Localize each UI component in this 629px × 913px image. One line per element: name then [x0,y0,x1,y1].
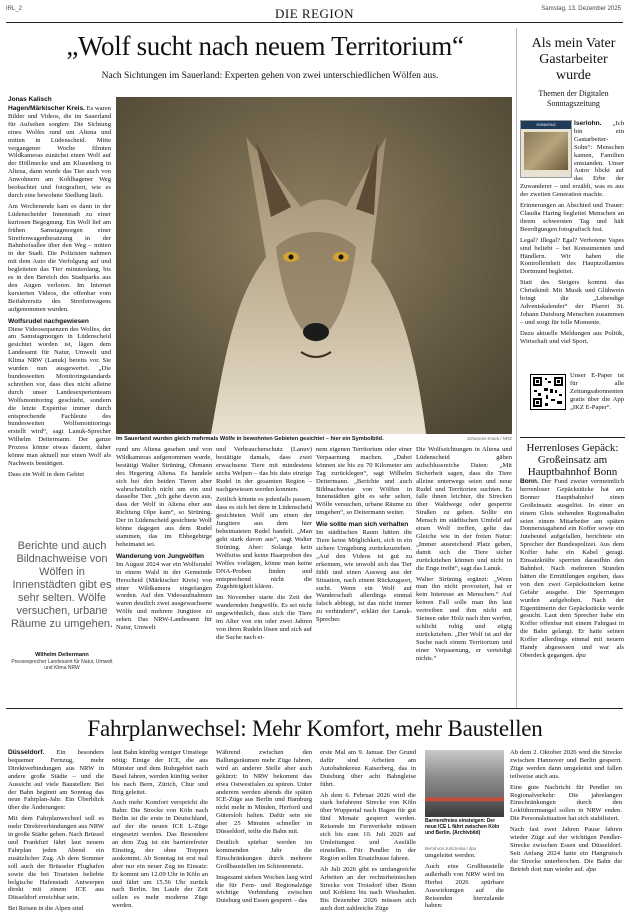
dateline: Bonn. [520,478,539,485]
paragraph: nem eigenen Territorium oder einer Verpaarnung machen. „Dabei können sie bis zu 70 Kilometer am Tag zurücklegen“, sagt Wilhelm Deitermann. „Berichte und auch Bildnachweise von Wölfen in Innenstädten gibt es sehr selten, Wölfe versuchen, urbane Räume zu umgehen“, so Deitermann weiter. [316,446,412,517]
article-column-1 [8,105,111,535]
photo-caption: Barrierefreies einsteigen: Der neue ICE L fährt zwischen Köln und Berlin. (Archivbild) [425,818,500,836]
wolf-image [116,97,512,434]
train-photo [425,750,504,817]
epaper-note [570,372,624,432]
issue-date: Samstag, 13. Dezember 2025 [541,6,621,12]
article-author: Jonas Kalisch [8,96,52,103]
paragraph: Eine gute Nachricht für Pendler im Regionalverkehr: Die jahrelangen Einschränkungen durch den Lokführermangel sollen in NRW enden. Die Personalsituation hat sich stabilisiert. [510,783,622,823]
paragraph: umgeleitet werden. [425,852,476,859]
paragraph: Insgesamt sieben Wochen lang wird die für Fern- und Regionalzüge wichtige Verbindung zwischen Duisburg und Essen gesperrt – das [216,873,312,905]
paragraph: Während zwischen den Ballungsräumen mehr Züge fahren, wird an anderer Stelle aber auch gekürzt: In NRW bekommt das etwa Ostwestfalen zu spüren. Unter anderem werden abends die späten ICE-Züge aus Berlin und Hamburg nicht mehr in Minden, Herford und Gütersloh halten. Dafür sein sie aber 25 Minuten schneller in Düsseldorf, teilte die Bahn mit. [216,749,312,836]
paragraph: Dass ein Wolf in dem Gebiet [8,470,85,478]
paragraph: Ab dem 6. Februar 2026 wird die stark befahrene Strecke von Köln über Wuppertal nach Hagen für gut fünf Monate gesperrt werden. Reisende im Fernverkehr müssen sich bis zum 10. Juli 2026 auf Umleitungen und Ausfälle einstellen. Für Pendler in der Region sollen Ersatzbusse fahren. [320,791,416,862]
section-title: DIE REGION [274,6,354,21]
paragraph: Unser E-Paper ist für alle Zeitungsabonnenten gratis über die App „IKZ E-Paper“. [570,372,624,411]
photo-caption: Im Sauerland wurden gleich mehrmals Wölfe in bewohnten Gebieten gesichtet – hier ein Symbolbild. [116,436,384,442]
article-column-3 [216,446,312,711]
source: dpa [586,865,597,873]
dateline: Iserlohn. [574,120,602,127]
article2-column-1 [8,749,104,913]
paragraph: Der Fund zweier vermeintlich herrenloser Gepäckstücke hat am Bonner Hauptbahnhof einen Großeinsatz ausgelöst. In einer an einem Gleis stehenden Regionalbahn seien einem Mitarbeiter am späten Donnerstagabend ein Koffer sowie ein Jutebeutel aufgefallen, berichtete ein Sprecher der Bundespolizei. Aus dem Koffer habe ein Kabel geragt. Einsatzkräfte sperrten daraufhin den Bahnhof. Nach mehreren Stunden hätten die Ermittlungen ergeben, dass von den zwei Gepäckstücken keine Gefahr ausgehe. Die Sperrungen wurden aufgehoben. Nach der Eigentümerin der Gepäckstücke werde gesucht. Laut dem Sprecher habe ein Koffer offenbar mit einem Fahrgast in die Bahn gelangt. Er hatte seinen Koffer allerdings einmal mit neuem Handy abgesessen und war als Oberdeck gegangen. [520,478,624,659]
paragraph: „Ich bin ein Gastarbeiter-Sohn“: Menschen kamen, Familien entstanden. Unser Autor blickt auf das Erbe der Zuwanderer – und erzählt, was es aus der zweiten Generation machte. [520,120,624,199]
header-rule [6,22,623,23]
quote-author: Wilhelm Deitermann [35,652,89,658]
article2-column-4 [320,749,416,913]
paragraph: Im November starte die Zeit der wandernden Jungwölfe. Es sei nicht ungewöhnlich, dass sich die Tiere im Alter von ein oder zwei Jahren von ihren Rudeln lösen und sich auf die Suche nach ei- [216,594,312,641]
article2-column-6 [510,749,622,873]
paragraph: Deutlich spürbar werden im kommenden Jahr die Einschränkungen durch mehrere Großbaustellen im Schienennetz. [216,838,312,870]
paragraph: Mit dem Fahrplanwechsel soll es mehr Direktverbindungen aus NRW in große Städte geben. Nach Brüssel und Frankfurt fährt laut neuem Fahrplan jeden Abend ein zusätzlicher Zug. Ab dem Sommer soll auch der Brüsseler Flughafen sowie die bei Touristen beliebte belgische Hafenstadt Antwerpen direkt mit einem ICE aus Düsseldorf erreichbar sein. [8,815,104,902]
main-subheadline: Nach Sichtungen im Sauerland: Experten gehen von zwei unterschiedlichen Wölfen aus. [101,71,439,81]
sidebar-text [520,120,624,370]
article2-column-3 [216,749,312,905]
paragraph: erste Mal am 9. Januar. Der Grund dafür sind Arbeiten am Autobahnkreuz Kaiserberg, das in Duisburg über acht Bahngleise führt. [320,749,416,788]
paragraph: Walter Strüning ergänzt: „Wenn man ihn nicht provoziert, hat er kein Interesse an Menschen.“ Auf keinen Fall solle man ihn laut vertreiben und ihm nicht mit Steinen oder Holz nach ihm werfen, schlicht ruhig und zügig zurückziehen. „Der Wolf ist auf der Suche nach einem Territorium und einer Verpaarnung, er verteidigt nichts.“ [416,575,512,662]
sidebar-news-text [520,478,624,710]
sonntag-label: SONNTAG [521,121,571,129]
paragraph: Auch mehr Komfort verspricht die Bahn: Die Strecke von Köln nach Berlin ist die erste in Deutschland, auf der die neuen ICE L-Züge eingesetzt werden. Das Besondere an dem Zug ist ein barrierefreier Einstieg, der ohne Treppen auskommt. Ab Sonntag ist erst mal aber nur ein neuer Zug im Einsatz: Er kommt um 12.09 Uhr in Köln an und fährt um 15.56 Uhr zurück nach Berlin. Im Laufe der Zeit sollen es mehr moderne Züge werden. [112,799,208,910]
image-float-spacer [520,120,574,178]
dateline: Düsseldorf. [8,749,45,756]
sidebar-subtitle: Themen der Digitalen Sonntagszeitung [538,89,609,108]
paragraph: Ab dem 2. Oktober 2026 wird die Strecke zwischen Hannover und Berlin gesperrt. Züge werden dann umgeleitet und fallen teilweise auch aus. [510,749,622,780]
main-headline: „Wolf sucht nach neuem Territorium“ [66,31,464,61]
paragraph: Erinnerungen an Abschied und Trauer: Claudia Haring begleitet Menschen an ihrem schwersten Tag und hält Beerdigungen fotografisch fest. [520,202,624,233]
photo-credit: Bernd von Jutrczenka / dpa [425,846,476,851]
column-divider [516,28,517,708]
article2-column-5 [425,852,504,910]
paragraph: Am Wochenende kam es dann in der Lüdenscheider Innenstadt zu einer kuriosen Begegnung. Ein Wolf lief am frühen Samstagmorgen einer Streifenwagenbesatzung in der Bahnhofsallee über den Weg – mitten in der Stadt. Die Polizisten nahmen mit dem Auto die Verfolgung auf und begleiteten das Tier minutenlang, bis es in den Bereich des Stadtparks aus den Augen verloren. Im Internet kursierten Videos, die offenbar vom Beifahrersitz des Streifenwagens aufgenommen wurden. [8,202,111,313]
paragraph: Bei Reisen in die Alpen sind [8,905,84,913]
article-column-5 [416,446,512,711]
paragraph: Dazu aktuelle Meldungen aus Politik, Wirtschaft und viel Sport. [520,329,624,345]
photo-credit: Johannes Krack / NRZ [466,436,512,441]
source: dpa [575,651,586,659]
paragraph: laut Bahn künftig weniger Umstiege nötig: Einige der ICE, die aus Münster und dem Ruhrgebiet nach Basel fahren, werden künftig weiter bis nach Bern, Zürich, Chur und Brig geleitet. [112,749,208,796]
wolf-photo [116,97,512,434]
article2-column-2 [112,749,208,910]
paragraph: rund um Altena gesehen und von Wildkameras aufgenommen wurde, bestätigt Walter Strüning, Obmann des Hegering Altena. Es handele sich bei den beiden Tieren aber wahrscheinlich nicht um ein und dasselbe Tier. „Ich gehe davon aus, dass der Wolf in Altena eher aus Richtung Olpe kam“, so Strüning. Der in Lüdenscheid gesichtete Wolf könne dagegen aus dem Rudel stammen, das im Ebbegebirge beheimatet sei. [116,446,212,548]
paragraph: Es waren Bilder und Videos, die im Sauerland für Aufsehen sorgten: Die Sichtung eines Wolfes rund um Altena und mitten in Lüdenscheid. Mitte vergangener Woche filmten Wildkameras zunächst einen Wolf auf der Höllmecke und am Klusenberg in Altena, dann wurde das Tier auch von Anwohnern am Kohlhagener Weg beobachtet und fotografiert, wie es durch eine bewohnte Siedlung läuft. [8,105,111,199]
dateline: Hagen/Märkischer Kreis. [8,105,85,112]
paragraph: Die Wolfssichtungen in Altena und Lüdenscheid gäben aufschlussreiche Daten: „Mit Sicherheit sagen, dass die Tiere alleine unterwegs seien und neue Rudel und Territorien suchten. Es falle ihnen leichter, die Strecken über Waldwege oder gesperrte Straßen zu gehen. Sollte ein Mensch im städtischen Umfeld auf einen Wolf treffen, gelte das Gleiche wie in der freien Natur: „Immer ausreichend Platz geben, damit sich die Tiere sicher zurückziehen können und nicht in die Enge treibt“, sagt das Lanuk. [416,446,512,572]
paragraph: Ein besonders bequemer Fernzug, mehr Direktverbindungen aus NRW in andere große Städte – und die Aussicht auf viele Baustellen: Bei der Bahn beginnt am Sonntag das neue Fahrplan-Jahr. Ein Überblick über die Änderungen: [8,749,104,812]
paragraph: Legal? Illegal? Egal? Verbotene Vapes sind beliebt – bei Konsumenten und Händlern. Wir haben die Kontrolleinheit des Hauptzollamtes Dortmund begleitet. [520,236,624,276]
article-column-2 [116,446,212,711]
article-column-4 [316,446,412,711]
paragraph: Auch eine Großbaustelle außerhalb von NRW wird im Herbst 2026 spürbare Auswirkungen auf die Reisenden hierzulande haben: [425,862,504,910]
article2-headline: Fahrplanwechsel: Mehr Komfort, mehr Baustellen [87,716,543,741]
quote-author-role: Pressesprecher Landesamt für Natur, Umwelt und Klima NRW [11,659,113,671]
paragraph: Diese Videosequenzen des Wolfes, der am Samstagmorgen in Lüdenscheid gesichtet worden ist, lägen dem Landesamt für Natur, Umwelt und Klima NRW (Lanuk) bereits vor. Sie wurden nun ausgewertet. „Die bundesweiten Monitoringstandards schreiben vor, dass dies nicht alleine durch unser Landesexpertenteam Wolfsmonitoring geschieht, sondern die letzte Expertise immer durch entsprechende Fachleute des bundesweiten Wolfsmonitorings erstellt wird“, sagt Lanuk-Sprecher Wilhelm Deitermann. Der ganze Prozess könne etwas dauern, daher könne man aktuell nur einen Wolf als Nachweis bestätigen. [8,325,111,467]
paragraph: Im August 2024 war ein Wolfsrudel in einem Wald in der Gemeinde Herscheid (Märkischer Kreis) von einer Wildkamera eingefangen worden. Auf den Videoaufnahmen waren deutlich zwei ausgewachsene Wölfe und mehrere Jungtiere zu sehen. Das NRW-Landesamt für Natur, Umwelt [116,560,212,632]
paragraph: Ab Juli 2026 gibt es umfangreiche Arbeiten an der rechtsrheinischen Strecke von Troisdorf über Bonn und Koblenz bis nach Wiesbaden. Bis Dezember 2026 müssen sich auch dort zahlreiche Züge [320,865,416,913]
paragraph: und Verbraucherschutz (Lanuv) bestätigte damals, dass zwei erwachsene Tiere mit mindestens sechs Welpen – das bis dato einzige Rudel in der gesamten Region – nachgewiesen werden konnten. [216,446,312,493]
sidebar-title: Als mein Vater Gastarbeiter wurde [531,36,616,83]
paragraph: Nach fast zwei Jahren Pause fahren wieder Züge auf der wichtigen Pendler-Strecke zwischen Essen und Düsseldorf. Seit Anfang 2024 hatte ein Hangrutsch die Strecke unterbrochen. Die Bahn die Betrieb dort nun wieder auf. [510,826,622,873]
qr-code[interactable] [530,374,566,410]
section-rule [6,708,623,709]
subheading: Wolfsrudel nachgewiesen [8,317,89,325]
paragraph: Zeitlich könnte es jedenfalls passen, dass es sich bei dem in Lüdenscheid gesichteten Wolf um einen der Jungtiere aus dem hier beheimateten Rudel handelt. „Man geht stark davon aus“, sagt Walter Strüning. Aber: Solange kein Wolfsriss und keine Haarproben des Wolfes vorlägen, könne man keine DNA-Proben finden und entsprechend nicht die Zugehörigkeit klären. [216,496,312,591]
subheading: Wanderung von Jungwölfen [116,552,205,560]
paragraph: Im städtischen Raum hätten die Tiere keine Möglichkeit, sich in ein sichere Umgebung zurückzuziehen. „Auf den Videos ist gut zu erkennen, wie unwohl sich das Tier fühlt und einen Ausweg aus der Situation, nach einem Rückzugsort, sucht. Wenn ein Wolf auf Wanderschaft allerdings einmal falsch abbiegt, ist das nicht immer zu verhindern“, erklärt der Lanuk-Sprecher. [316,529,412,624]
paragraph: Statt des Steigers kommt das Christkind: Mit Musik und Glühwein bringt die „Lebendige Adventskalender“ der Pfarrei St. Johann Duisburg Menschen zusammen – und sorgt für tolle Momente. [520,279,624,326]
sidebar-rule [520,437,625,438]
page-code: IRL_2 [6,6,23,12]
sidebar-news-headline: Herrenloses Gepäck: Großeinsatz am Hauptbahnhof Bonn [526,442,619,478]
subheading: Wie sollte man sich verhalten [316,521,409,529]
pull-quote: Berichte und auch Bildnachweise von Wölfen in Innenstädten gibt es sehr selten. Wölfe versuchen, urbane Räume zu umgehen. [10,540,114,630]
